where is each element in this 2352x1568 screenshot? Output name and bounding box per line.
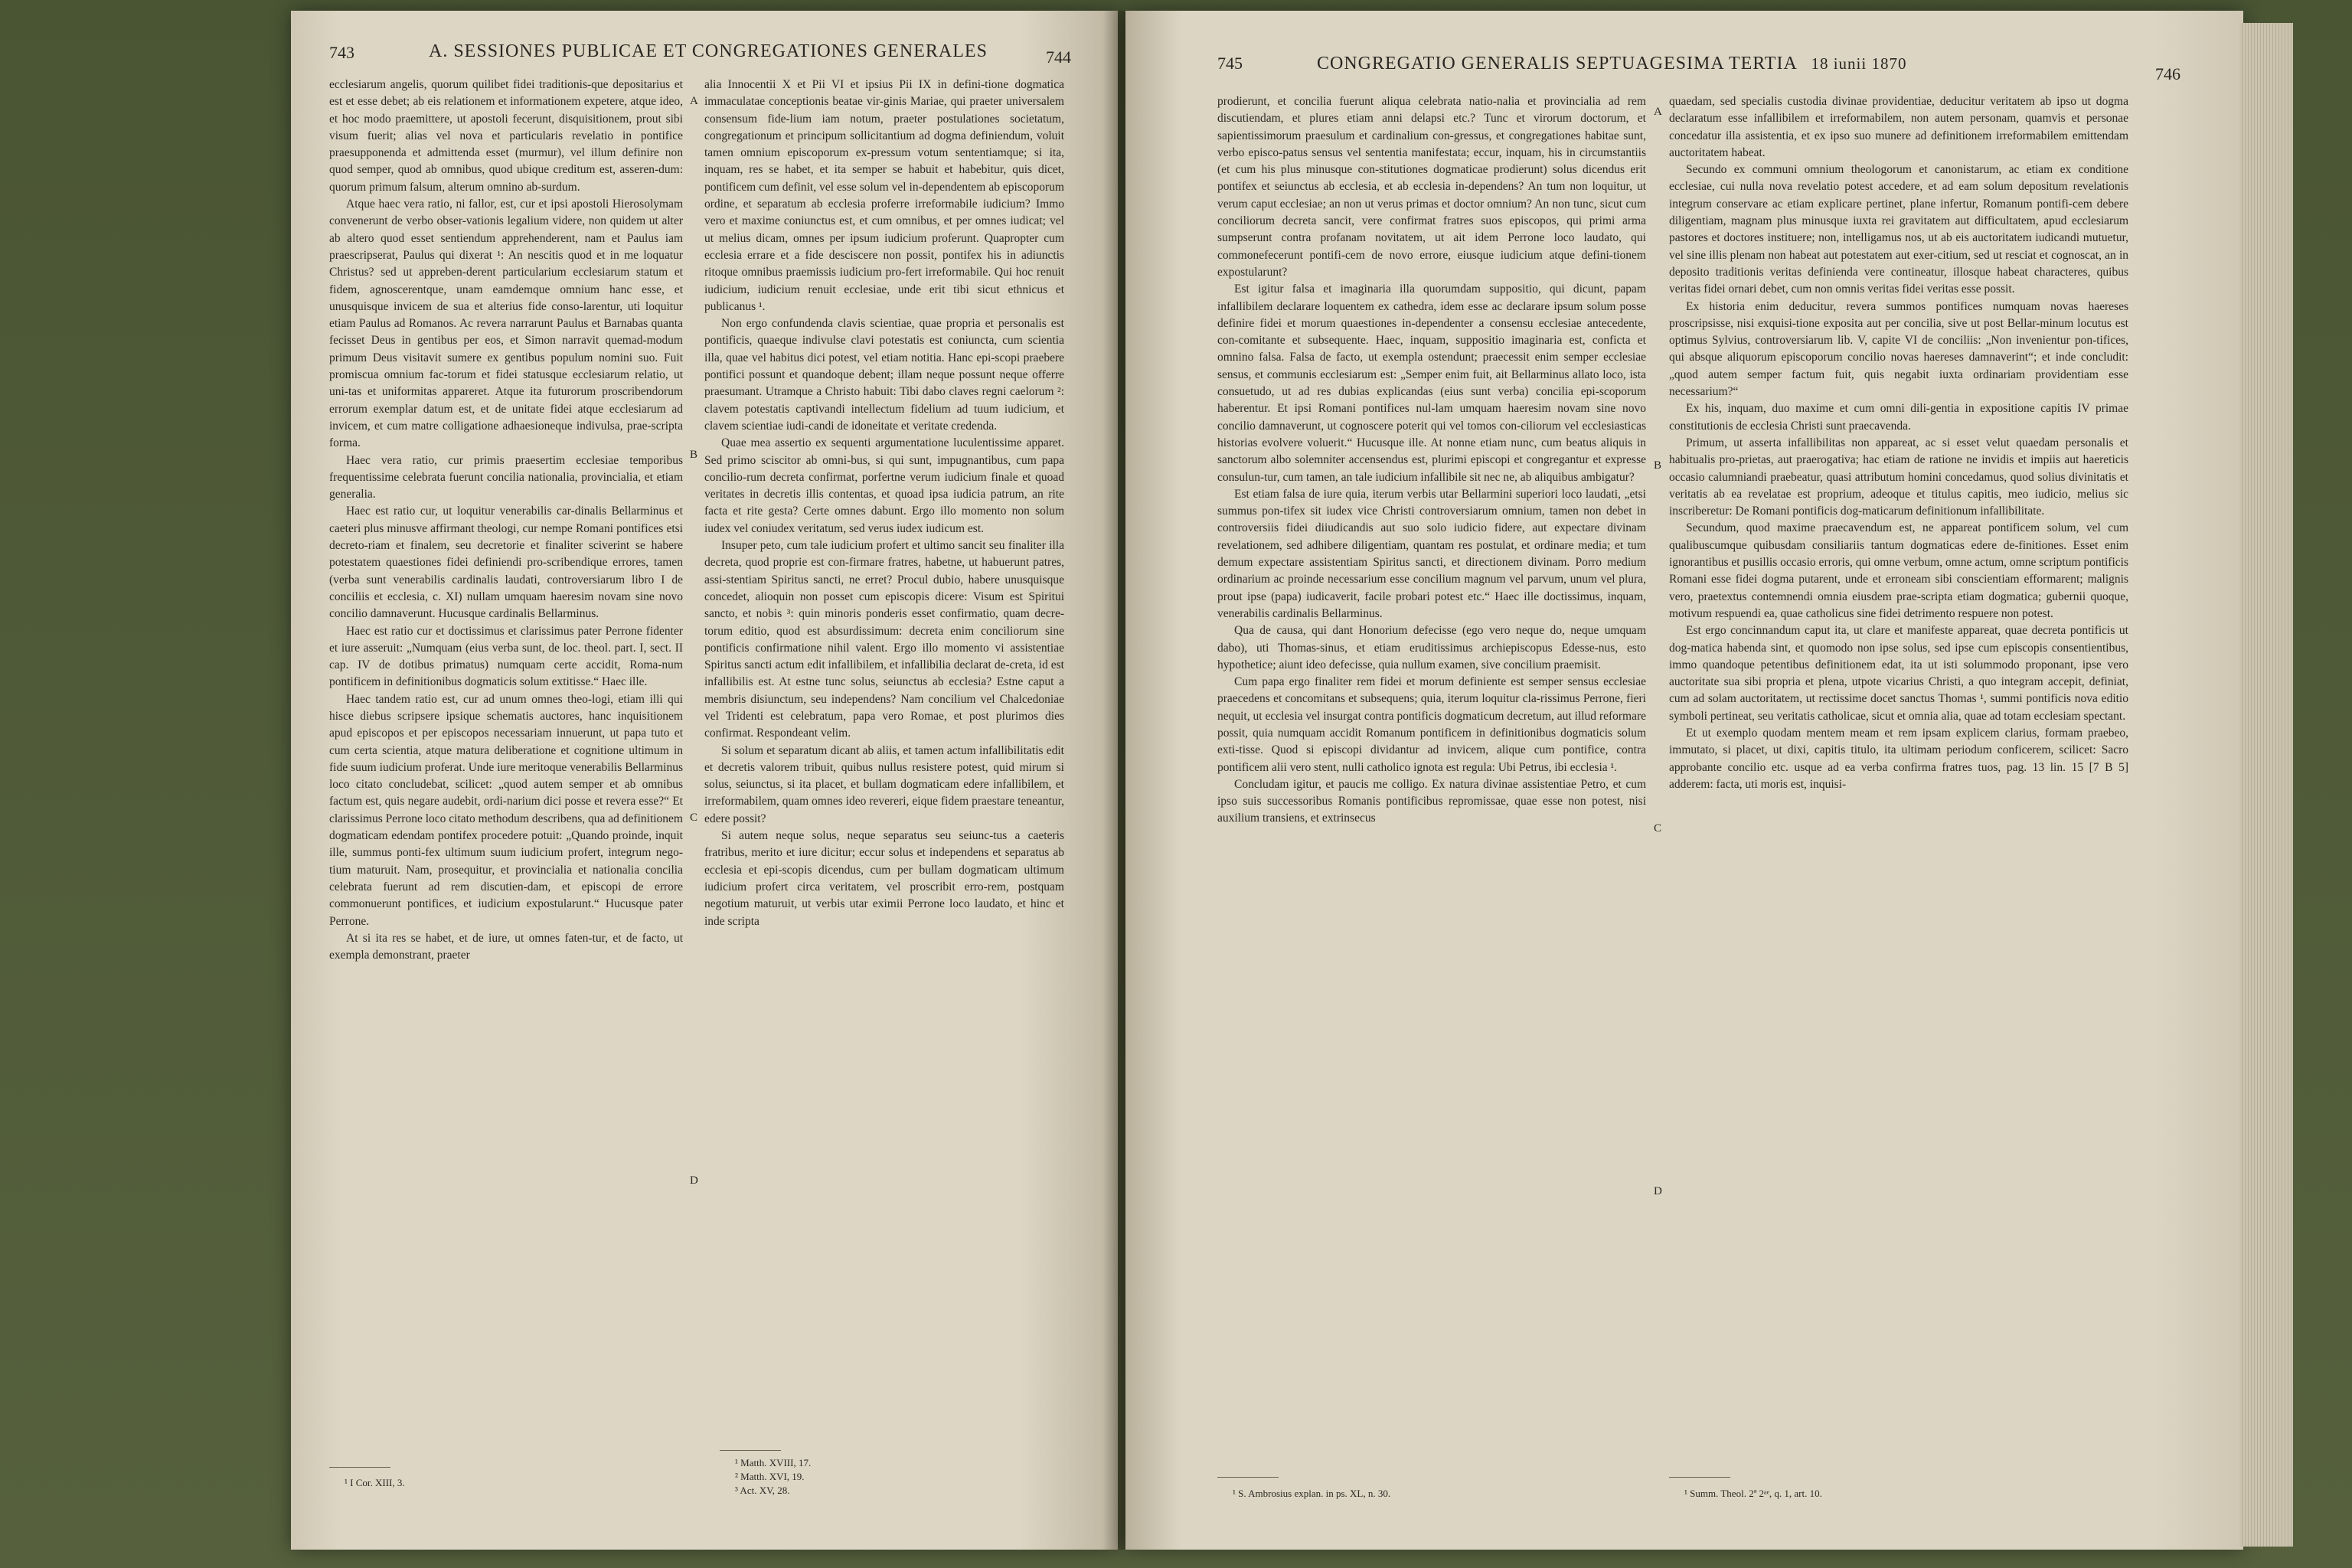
footnote: ¹ Matth. XVIII, 17. xyxy=(735,1457,812,1468)
footnote: ³ Act. XV, 28. xyxy=(735,1485,790,1496)
margin-marker-d: D xyxy=(690,1174,698,1187)
paragraph: Concludam igitur, et paucis me colligo. Ex natura divinae assistentiae Petro, et cum ipso suis successoribus Romanis pontificibus repromissae, quae esse non potest, nisi auxilium transiens, et extrinsecus xyxy=(1217,777,1646,825)
paragraph: Atque haec vera ratio, ni fallor, est, cur et ipsi apostoli Hierosolymam convenerunt de verbo obser-vationis legalium videre, non quidem ut alter ab altero quod esset sentiendum apprehenderent, nam et Paulus iam praescripserat, Paulus qui dixerat ¹: An nescitis quod et in me loquatur Christus? sed ut appreben-derent particularium ecclesiarum statum et fidem, agnoscerentque, unam eamdemque omnium hanc esse, et unusquisque invicem de sua et alterius fide conso-larentur, uti loquitur etiam Paulus ad Romanos. Ac revera narrarunt Paulus et Barnabas quanta fecisset Deus in gentibus per eos, et Simon narravit quemad-modum primum Deus visitavit sumere ex gentibus populum nomini suo. Fuit promiscua omnium fac-torum et fidei statusque ecclesiarum relatio, ut uni-tas et uniformitas appareret. Atque ita futurorum proscribendorum errorum exemplar datum est, et de unitate fidei atque ecclesiarum ad invicem, et cum matre colligatione adhaesioneque indivulsa, prae-scripta forma. xyxy=(329,198,683,450)
footnote-rule xyxy=(1669,1477,1730,1478)
paragraph: alia Innocentii X et Pii VI et ipsius Pii IX in defini-tione dogmatica immaculatae conceptionis beatae vir-ginis Mariae, qui praeter universalem consensum fide-lium iam notum, praeter postulationes societatum, congregationum et principum sollicitantium ad dogma definiendum, voluit tamen omnium episcoporum ex-pressum votum sententiamque; si ita, inquam, res se habet, et ita semper se habuit et habebitur, quis dicet, pontificem cum definit, vel esse solum vel in-dependentem ab episcoporum ordine, et separatum ab ecclesia proferre irreformabile iudicium? Immo vero et maxime coniunctus est, et cum omnibus, et per omnes iudicat; vel ut melius dicam, omnes per ipsum iudicium proferunt. Quapropter cum ecclesia errare et a fide desciscere non possit, pontifex his in adiunctis ritoque omnibus praemissis iudicium pro-fert irreformabile. Qui hoc renuit iudicium, iudicium renuit ecclesiae, unde erit tibi sicut ethnicus et publicanus ¹. xyxy=(704,78,1064,313)
footnote: ¹ Summ. Theol. 2ª 2ᵃᵉ, q. 1, art. 10. xyxy=(1684,1488,1822,1499)
margin-marker-a: A xyxy=(1654,106,1662,118)
footnote: ² Matth. XVI, 19. xyxy=(735,1471,805,1482)
paragraph: Est etiam falsa de iure quia, iterum verbis utar Bellarmini superiori loco laudati, „etsi summus pon-tifex sit iudex vice Christi controversiarum omnium, tamen non debet in controversiis fidei diiudicandis aut suo solo iudicio fidere, aut expectare divinam revelationem, sed adhibere diligentiam, quantam res postulat, et ordinare media; et tum demum expectare assistentiam Spiritus sancti, et directionem divinam. Porro medium ordinarium ac proinde necessarium esse concilium magnum vel parvum, unum vel plura, prout ipse (papa) iudicaverit, facile probari potest etc.“ Haec ille doctissimus, inquam, venerabilis cardinalis Bellarminus. xyxy=(1217,487,1646,620)
paragraph: Haec vera ratio, cur primis praesertim ecclesiae temporibus frequentissime celebrata fuerunt concilia nationalia, provincialia, et etiam generalia. xyxy=(329,453,683,501)
right-page-column-2 xyxy=(1669,93,2128,793)
margin-marker-b: B xyxy=(690,449,698,461)
left-page-column-2 xyxy=(704,77,1064,930)
running-header-right xyxy=(1317,54,1906,74)
margin-marker-d: D xyxy=(1654,1185,1662,1197)
paragraph: Haec est ratio cur et doctissimus et clarissimus pater Perrone fidenter et iure asseruit: „Numquam (eius verba sunt, de loc. theol. part. I, sect. II cap. IV de dotibus primatus) numquam certe accidit, Roma-num pontificem in definitionibus dogmaticis solum extitisse.“ Haec ille. xyxy=(329,624,683,689)
page-number-745: 745 xyxy=(1217,54,1243,73)
paragraph: Ex his, inquam, duo maxime et cum omni dili-gentia in expositione capitis IV primae constitutionis de ecclesia Christi sunt praecavenda. xyxy=(1669,402,2128,433)
paragraph: Si solum et separatum dicant ab aliis, et tamen actum infallibilitatis edit et decretis valorem tribuit, quibus nullus resistere potest, quid mirum si solus, seiunctus, si ita placet, et bullam dogmaticam edere infallibilem, et irreformabilem, quam omnes ideo revereri, eique fidem praestare teneantur, edere possit? xyxy=(704,743,1064,825)
footnote: ¹ S. Ambrosius explan. in ps. XL, n. 30. xyxy=(1233,1488,1391,1499)
paragraph: prodierunt, et concilia fuerunt aliqua celebrata natio-nalia et provincialia ad rem discutiendam, et plures etiam anni delapsi etc.? Tunc et virorum doctorum, et sapientissimorum praesulum et cardinalium con-gressus, et congregationes habitae sunt, verbo episco-patus sensus vel sententia manifestata; eccur, inquam, his in circumstantiis (et cum his plus minusque con-stitutiones dogmaticae prodierunt) solus dicendus erit pontifex et seiunctus ab ecclesia, et ab ecclesia in-dependens? An tum non loquitur, ut verum caput ecclesiae; an non ut verus primas et doctor omnium? An non tunc, sicut cum conciliorum decreta sancit, vere confirmat fratres suos episcopos, qui primi arma sumpserunt contra profanam novitatem, ut ait idem Perrone loco laudato, qui commonefecerunt pontifi-cem de novo errore, eiusque iudicium atque defini-tionem expostularunt? xyxy=(1217,95,1646,279)
running-header-left: A. SESSIONES PUBLICAE ET CONGREGATIONES GENERALES xyxy=(429,41,988,61)
page-number-746: 746 xyxy=(2155,64,2180,83)
paragraph: Ex historia enim deducitur, revera summos pontifices numquam novas haereses proscripsisse, nisi exquisi-tione exposita aut per concilia, sive ut post Bellar-minum locutus est optimus Sylvius, controversiarum lib. V, capite VI de conciliis: „Non invenientur pon-tifices, qui absque aliquorum episcoporum concilio novas haereses damnaverint“; et inde concludit: „quod autem semper factum fuit, quis negabit iuxta ordinariam providentiam esse necessarium?“ xyxy=(1669,299,2128,399)
left-page-column-1 xyxy=(329,77,683,964)
paragraph: Haec est ratio cur, ut loquitur venerabilis car-dinalis Bellarminus et caeteri plus minusve affirmant theologi, cur nempe Romani pontifices etsi decreto-riam et finalem, seu decretorie et finaliter sciverint se habere potestatem quaestiones fidei definiendi pro-scribendique errores, tamen (verba sunt venerabilis cardinalis laudati, controversiarum libro I de conciliis et ecclesia, c. XI) nullam umquam haeresim novam sine novo concilio damnaverunt. Hucusque cardinalis Bellarminus. xyxy=(329,505,683,621)
page-number-743: 743 xyxy=(329,43,354,62)
paragraph: Est igitur falsa et imaginaria illa quorumdam suppositio, qui dicunt, papam infallibilem declarare loquentem ex cathedra, idem esse ac declarare ipsum solum posse definire fidei et morum quaestiones in-dependenter a consensu ecclesiae antecedente, con-comitante et subsequente. Haec, inquam, suppositio imaginaria est, conficta et omnino falsa. Falsa de facto, ut exempla ostendunt; praecessit enim semper ecclesiae sensus, et communis ecclesiarum est: „Semper enim fuit, ait Bellarminus allato loco, ista consuetudo, ut ad res dubias explicandas (eius sunt verba) concilia epi-scoporum haberentur. Et ipsi Romani pontifices nul-lam umquam haeresim novam sine novo concilio damnaverunt, ut cognoscere poterit qui vel tomos con-ciliorum vel ecclesiasticas historias evolvere voluerit.“ Hucusque ille. At nonne etiam nunc, cum beatus aliquis in sanctorum albo solemniter accensendus est, plurimi episcopi et congregantur et expresse consulun-tur, cum tamen, an tale iudicium infallibile sit nec ne, ab aliquibus ambigatur? xyxy=(1217,283,1646,484)
paragraph: At si ita res se habet, et de iure, ut omnes faten-tur, et de facto, ut exempla demonstrant, praeter xyxy=(329,931,683,962)
header-date: 18 iunii 1870 xyxy=(1811,54,1907,73)
paragraph: Quae mea assertio ex sequenti argumentatione luculentissime apparet. Sed primo sciscitor ab omni-bus, si qui sunt, impugnantibus, cum papa concilio-rum decreta confirmat, porfertne verum iudicium finale et quoad veritates in decretis illis contentas, et quoad ipsa iudicia patrum, an rite facta et rite gesta? Certe omnes dabunt. Ergo illo momento non solum iudex vel coniudex veritatum, sed verus iudex iudicum est. xyxy=(704,436,1064,535)
paragraph: Si autem neque solus, neque separatus seu seiunc-tus a caeteris fratribus, merito et iure dicitur; eccur solus et independens et separatus ab ecclesia et epi-scopis dicendus, cum per bullam dogmaticam ultimum iudicium profert circa veritatem, vel proscribit erro-rem, postquam negotium maturuit, ut verbis utar eximii Perrone loco laudato, et hinc et inde scripta xyxy=(704,829,1064,928)
margin-marker-a: A xyxy=(690,95,698,107)
paragraph: Et ut exemplo quodam mentem meam et rem ipsam explicem clarius, formam praebeo, immutato, si placet, ut dixi, capitis titulo, ita ultimam periodum conficerem, scilicet: Sacro approbante concilio etc. usque ad ea verba confirma fratres tuos, pag. 13 lin. 15 [7 B 5] adderem: facta, uti moris est, inquisi- xyxy=(1669,726,2128,791)
footnote: ¹ I Cor. XIII, 3. xyxy=(345,1477,405,1488)
paragraph: Est ergo concinnandum caput ita, ut clare et manifeste appareat, quae decreta pontificis ut dog-matica habenda sint, et quomodo non ipse solus, sed ipse cum episcopis consentientibus, immo quandoque petentibus definitionem edat, ita ut isti solummodo proponant, ipse vero auctoritate sua sibi propria et plena, utpote vicarius Christi, a quo integram accepit, definiat, cum ad solam auctoritatem, ut rectissime docet sanctus Thomas ¹, summi pontificis nova editio symboli pertineat, seu veritatis catholicae, sicut et omnia alia, quae ad totam ecclesiam spectant. xyxy=(1669,624,2128,723)
footnote-rule xyxy=(1217,1477,1279,1478)
page-edge-stack xyxy=(2239,23,2293,1547)
paragraph: Haec tandem ratio est, cur ad unum omnes theo-logi, etiam illi qui hisce diebus scripsere ipsique schematis auctores, hanc inquisitionem apud episcopos et per episcopos necessariam innuerunt, ut papa tuto et cum certa scientia, atque matura deliberatione et cognitione ultimum in fide suum iudicium proferat. Unde iure meritoque venerabilis Bellarminus loco citato concludebat, scilicet: „quod autem semper et ab omnibus factum est, quis negare audebit, ordi-narium dici posse et revera esse?“ Et clarissimus Perrone loco citato methodum describens, qua ad definitionem dogmaticam edendam pontifex procedere potuit: „Quando proinde, inquit ille, summus ponti-fex ultimum suum iudicium profert, integrum nego-tium maturuit. Nam, prosequitur, et provincialia et nationalia concilia celebrata fuerunt ad rem discutien-dam, et episcopi de errore commonuerunt pontifices, et iudicium expostularunt.“ Hucusque pater Perrone. xyxy=(329,692,683,928)
margin-marker-c: C xyxy=(1654,822,1662,835)
paragraph: Secundo ex communi omnium theologorum et canonistarum, ac etiam ex conditione ecclesiae, cui nulla nova revelatio potest accedere, et ad eam solum depositum revelationis integrum conservare ac etiam explicare pertinet, plane infertur, Romanum pontifi-cem debere diligentiam, magnam plus minusque iuxta rei gravitatem aut difficultatem, apud ecclesiarum pastores et doctores instituere; non, intelligamus nos, ut ab eis auctoritatem iudicandi mutuetur, vel sine illis plenam non habeat aut potestatem aut exer-citium, sed ut resciat et cognoscat, an in deposito traditionis veritas definienda vere contineatur, illosque habeat characteres, quibus veritas fidei ornari debet, cum non omnis veritas fidei veritas esse possit. xyxy=(1669,163,2128,296)
footnote-rule xyxy=(329,1467,390,1468)
paragraph: Cum papa ergo finaliter rem fidei et morum definiente est semper sensus ecclesiae praecedens et concomitans et subsequens; quia, iterum loquitur cla-rissimus Perrone, fieri nequit, ut ecclesia vel insurgat contra pontificis dogmaticum decretum, aut illud reformare possit, quia numquam accidit Romanum pontificem in definitionibus dogmaticis solum exti-tisse. Quod si episcopi dividantur ad invicem, alique cum pontifice, contra pontificem alii vero stent, nulli catholico ignota est regula: Ubi Petrus, ibi ecclesia ¹. xyxy=(1217,675,1646,774)
margin-marker-b: B xyxy=(1654,459,1662,472)
footnote-rule xyxy=(720,1450,781,1451)
paragraph: quaedam, sed specialis custodia divinae providentiae, deducitur veritatem ab ipso ut dogma declaratum esse infallibilem et irreformabilem, non autem personam, quamvis et personae concedatur illa assistentia, et ex ipso suo munere ad definitionem irreformabilem emittendam auctoritatem habeat. xyxy=(1669,95,2128,159)
paragraph: Qua de causa, qui dant Honorium defecisse (ego vero neque do, neque umquam dabo), uti Thomas-sinus, et etiam eruditissimus archiepiscopus Edesse-nus, esto hypothetice; aiunt ideo defecisse, quia nullum examen, sive concilium praemisit. xyxy=(1217,624,1646,671)
paragraph: Primum, ut asserta infallibilitas non appareat, ac si esset velut quaedam personalis et habitualis pro-prietas, aut praerogativa; hac etiam de ratione ne invidis et impiis aut haereticis occasio calumniandi praebeatur, quasi attributum homini concedamus, quod solius divinitatis et veritatis ab ea revelatae est proprium, adeoque et titulus capitis, meo iudicio, melius sic inscriberetur: De Romani pontificis dog-maticarum definitionum infallibilitate. xyxy=(1669,436,2128,518)
paragraph: Insuper peto, cum tale iudicium profert et ultimo sancit seu finaliter illa decreta, quod proprie est con-firmare fratres, habetne, ut habuerunt patres, assi-stentiam Spiritus sancti, ne erret? Procul dubio, habere unusquisque concedet, alioquin non posset cum episcopis dicere: Visum est Spiritui sancto, et nobis ³: quin minoris ponderis esset confirmatio, quam decre-torum editio, quod est absurdissimum: decreta enim conciliorum sine pontificis confirmatione nihil valent. Ergo illo momento vi assistentiae Spiritus sancti actum edit infallibilem, et infallibilia declarat de-creta, id est infallibilis est. At estne tunc solus, seiunctus ab ecclesia? Estne caput a membris disiunctum, seu independens? Nam concilium vel Chalcedoniae vel Tridenti est celebratum, papa vero Romae, et post plurimos dies confirmat. Respondeant velim. xyxy=(704,539,1064,740)
paragraph: ecclesiarum angelis, quorum quilibet fidei traditionis-que depositarius et est et esse debet; ab eis relationem et informationem expetere, atque ideo, et hoc modo praemittere, ut apostoli fecerunt, disquisitionem, prout sibi visum fuerit; alias vel nova et particularis revelatio in pontifice praesupponenda et admittenda esset (murmur), vel illum definire non quod semper, quod ab omnibus, quod ubique creditum est, asseren-dum: quorum primum falsum, alterum omnino ab-surdum. xyxy=(329,78,683,194)
paragraph: Non ergo confundenda clavis scientiae, quae propria et personalis est pontificis, quaeque indivulse clavi potestatis est coniuncta, cum scientia illa, quae vel habitus dici potest, vel etiam notitia. Hanc epi-scopi praebere pontifici possunt et quandoque debent; illam neque possunt neque offerre praesumant. Utramque a Christo habuit: Tibi dabo claves regni caelorum ²: clavem potestatis captivandi intellectum fidelium ad tuum iudicium, et clavem scientiae iudi-candi de idoneitate et veritate credenda. xyxy=(704,317,1064,433)
right-page xyxy=(1125,11,2243,1550)
right-page-column-1 xyxy=(1217,93,1646,828)
paragraph: Secundum, quod maxime praecavendum est, ne appareat pontificem solum, vel cum qualibuscumque quibusdam consiliariis tantum dogmaticas edere de-finitiones. Esset enim ignorantibus et pusillis occasio erroris, qui omne verbum, omne actum, omne scriptum pontificis Romani esse fidei dogma putarent, unde et erroneam sibi conscientiam efformarent; malignis vero, praetextus contemnendi omnia eiusdem prae-scripta etiam dogmatica; gubernii quoque, motivum respuendi ea, quae catholicus sine fidei detrimento respuere non potest. xyxy=(1669,521,2128,620)
header-title: CONGREGATIO GENERALIS SEPTUAGESIMA TERTIA xyxy=(1317,54,1797,74)
left-page xyxy=(291,11,1118,1550)
page-number-744: 744 xyxy=(1046,47,1071,67)
margin-marker-c: C xyxy=(690,812,698,824)
